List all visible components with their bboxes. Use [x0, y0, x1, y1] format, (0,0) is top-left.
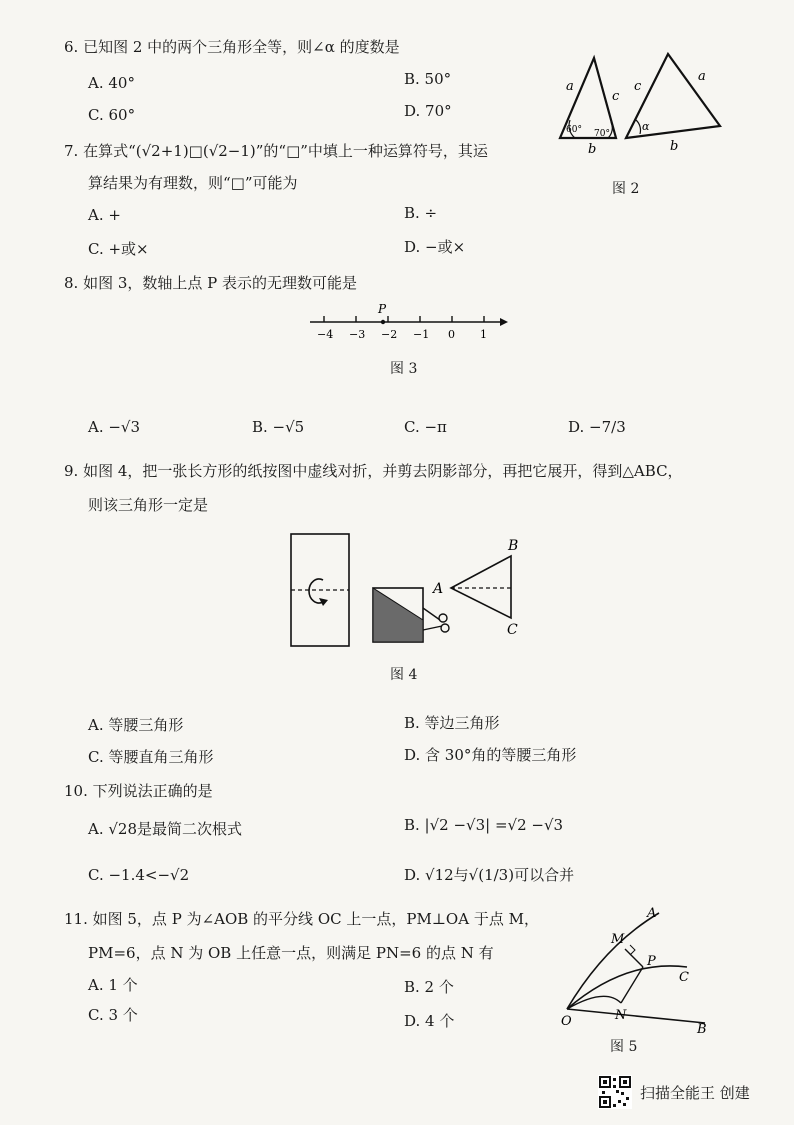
label-a: A: [433, 581, 444, 597]
fig4-caption: 图 4: [390, 667, 418, 683]
figure-4-paper-folding: [285, 530, 545, 655]
q11-option-c: C. 3 个: [88, 1006, 138, 1024]
q11-option-a: A. 1 个: [88, 976, 138, 994]
segment-pn: [621, 967, 643, 1003]
tick-label-0: 0: [448, 328, 455, 341]
tick-label-neg4: −4: [317, 328, 334, 341]
q6-option-b: B. 50°: [404, 70, 452, 88]
q6-stem: 6. 已知图 2 中的两个三角形全等，则∠α 的度数是: [64, 38, 400, 56]
q11-stem-line2: PM=6，点 N 为 OB 上任意一点，则满足 PN=6 的点 N 有: [88, 944, 494, 962]
tick-label-neg1: −1: [413, 328, 430, 341]
fig2-tri2-left-label: c: [634, 79, 642, 94]
fig5-label-b: B: [697, 1022, 707, 1035]
point-p-marker: [381, 320, 385, 324]
q7-option-b: B. ÷: [404, 204, 438, 222]
fig3-caption: 图 3: [390, 361, 418, 377]
q11-option-d: D. 4 个: [404, 1012, 455, 1030]
q7-option-d: D. −或×: [404, 238, 466, 256]
fig5-label-n: N: [615, 1008, 627, 1023]
fig5-label-m: M: [611, 932, 625, 947]
fig2-angle-70: 70°: [594, 129, 610, 139]
q8-option-c: C. −π: [404, 418, 447, 436]
q7-option-a: A. +: [88, 206, 121, 224]
label-b: B: [508, 538, 519, 554]
shaded-cut-region: [373, 588, 423, 642]
fig2-angle-alpha: α: [642, 120, 650, 133]
fig2-tri1-bottom-label: b: [588, 142, 597, 157]
fig5-label-o: O: [561, 1014, 572, 1029]
q9-stem-line1: 9. 如图 4，把一张长方形的纸按图中虚线对折，并剪去阴影部分，再把它展开，得到△ABC，: [64, 462, 683, 480]
q10-option-c: C. −1.4<−√2: [88, 866, 190, 884]
fig2-tri2-bottom-label: b: [670, 139, 679, 154]
q7-stem-line1: 7. 在算式“(√2+1)□(√2−1)”的“□”中填上一种运算符号，其运: [64, 142, 488, 160]
q8-stem: 8. 如图 3，数轴上点 P 表示的无理数可能是: [64, 274, 358, 292]
fig2-caption: 图 2: [612, 181, 640, 197]
fig2-angle-60: 60°: [566, 125, 582, 135]
ray-oa: [567, 913, 659, 1009]
q7-option-c: C. +或×: [88, 240, 149, 258]
q6-option-d: D. 70°: [404, 102, 452, 120]
fig2-tri1-right-label: c: [612, 89, 620, 104]
q10-option-b: B. |√2 −√3| =√2 −√3: [404, 816, 564, 834]
fig2-tri1-left-label: a: [566, 79, 574, 94]
fig5-label-c: C: [679, 970, 689, 985]
q6-option-c: C. 60°: [88, 106, 136, 124]
tick-label-1: 1: [480, 328, 487, 341]
q8-option-d: D. −7/3: [568, 418, 626, 436]
figure-3-number-line: [300, 300, 510, 344]
q9-option-c: C. 等腰直角三角形: [88, 748, 214, 766]
q10-option-d: D. √12与√(1/3)可以合并: [404, 866, 575, 884]
q9-option-a: A. 等腰三角形: [88, 716, 184, 734]
footer-brand: 扫描全能王 创建: [640, 1084, 750, 1102]
q9-option-b: B. 等边三角形: [404, 714, 500, 732]
fig5-caption: 图 5: [610, 1039, 638, 1055]
point-p-label: P: [378, 302, 387, 316]
q8-option-b: B. −√5: [252, 418, 305, 436]
fig5-label-p: P: [647, 954, 656, 969]
fig5-label-a: A: [647, 906, 657, 921]
q9-option-d: D. 含 30°角的等腰三角形: [404, 746, 577, 764]
q10-option-a: A. √28是最简二次根式: [88, 820, 243, 838]
label-c: C: [507, 622, 518, 638]
fig2-tri2-right-label: a: [698, 69, 706, 84]
figure-2-triangles: [550, 50, 740, 160]
q6-option-a: A. 40°: [88, 74, 135, 92]
q9-stem-line2: 则该三角形一定是: [88, 496, 209, 514]
q11-option-b: B. 2 个: [404, 978, 454, 996]
scissors-icon: [423, 608, 449, 632]
ray-oc: [567, 966, 687, 1009]
q10-stem: 10. 下列说法正确的是: [64, 782, 213, 800]
q7-stem-line2: 算结果为有理数，则“□”可能为: [88, 174, 298, 192]
figure-5-angle-bisector: [555, 905, 720, 1035]
q8-option-a: A. −√3: [88, 418, 141, 436]
qr-code-icon: [598, 1075, 632, 1109]
tick-label-neg3: −3: [349, 328, 366, 341]
q11-stem-line1: 11. 如图 5，点 P 为∠AOB 的平分线 OC 上一点，PM⊥OA 于点 M，: [64, 910, 539, 928]
ray-ob: [567, 1009, 705, 1023]
triangle-abc: [451, 556, 511, 618]
tick-label-neg2: −2: [381, 328, 398, 341]
